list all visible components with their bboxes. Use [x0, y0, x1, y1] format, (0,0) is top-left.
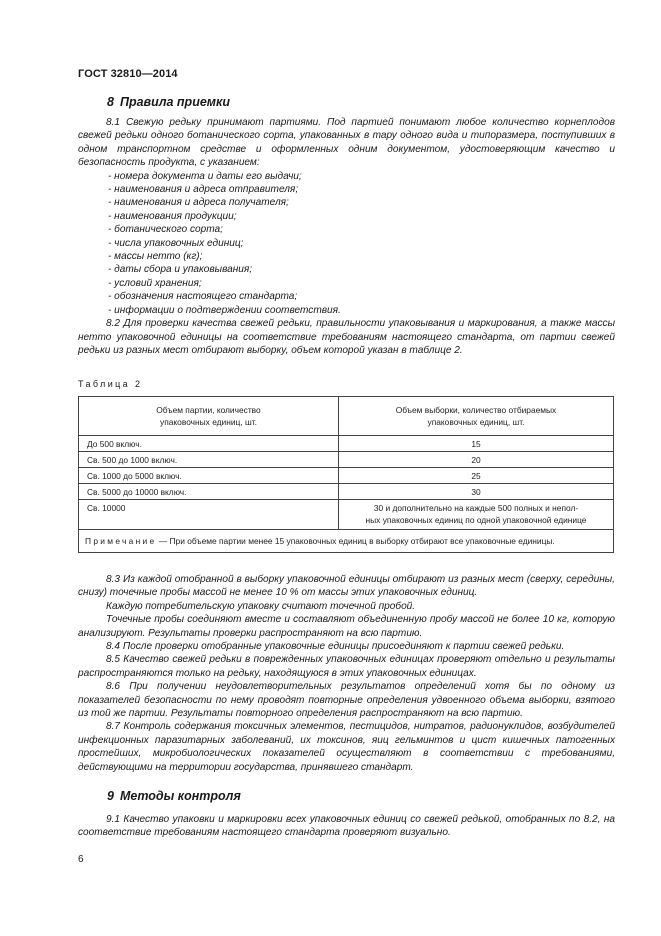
- section-9-title: Методы контроля: [119, 789, 241, 803]
- paragraph-8-5: 8.5 Качество свежей редьки в поврежденных упаковочных единицах проверяют отдельно и результаты распространяются только на редьку, находящуюся в этих упаковочных единицах.: [78, 654, 615, 679]
- paragraph-8-7: 8.7 Контроль содержания токсичных элементов, пестицидов, нитратов, радионуклидов, возбудителей инфекционных паразитарных заболеваний, их токсинов, яиц гельминтов и цист кишечных патогенных простейших, микробиологических показателей осуществляют в соответствии с требованиями, действующими на территории государства, принявшего стандарт.: [78, 721, 615, 773]
- list-item: - наименования и адреса отправителя;: [108, 184, 299, 196]
- table-cell-lot: Св. 5000 до 10000 включ.: [79, 484, 339, 500]
- section-8-number: 8: [107, 95, 114, 109]
- table-header-lot: Объем партии, количество упаковочных единиц, шт.: [79, 397, 339, 436]
- table-cell-lot: Св. 1000 до 5000 включ.: [79, 468, 339, 484]
- paragraph-8-3-c: Точечные пробы соединяют вместе и составляют объединенную пробу массой не более 10 кг, которую анализируют. Результаты проверки распространяют на всю партию.: [78, 614, 615, 639]
- table-cell-lot: Св. 500 до 1000 включ.: [79, 452, 339, 468]
- paragraph-8-6: 8.6 При получении неудовлетворительных результатов определений хотя бы по одному из показателей безопасности по нему проводят повторные определения удвоенного объема выборки, взятого из той же партии. Результаты повторного определения распространяют на всю партию.: [78, 681, 615, 720]
- list-item: - номера документа и даты его выдачи;: [108, 170, 302, 182]
- list-item: - обозначения настоящего стандарта;: [108, 291, 298, 303]
- section-9-number: 9: [107, 789, 114, 803]
- table-note-row: [79, 530, 614, 553]
- list-item: - числа упаковочных единиц;: [108, 237, 244, 249]
- table-row: [79, 484, 614, 500]
- list-item: - массы нетто (кг);: [108, 251, 203, 263]
- table-note: [79, 530, 614, 553]
- table-row: [79, 452, 614, 468]
- section-9-body: [78, 813, 615, 840]
- table-header-sample: Объем выборки, количество отбираемых упаковочных единиц, шт.: [339, 397, 614, 436]
- section-8-body-top: [78, 116, 615, 357]
- page-number: 6: [78, 854, 84, 865]
- paragraph-8-2: 8.2 Для проверки качества свежей редьки, правильности упаковывания и маркирования, а также массы нетто упаковочной единицы на соответствие требованиям настоящего стандарта, от партии свежей редьки из разных мест отбирают выборку, объем которой указан в таблице 2.: [78, 318, 615, 356]
- paragraph-8-4: 8.4 После проверки отобранные упаковочные единицы присоединяют к партии свежей редьки.: [106, 641, 565, 653]
- table-2: [78, 396, 614, 553]
- list-item: - наименования продукции;: [108, 210, 237, 222]
- section-8-title: Правила приемки: [119, 95, 230, 109]
- table-row: [79, 468, 614, 484]
- table-cell-lot: До 500 включ.: [79, 436, 339, 452]
- list-item: - даты сбора и упаковывания;: [108, 264, 253, 276]
- table-row: [79, 500, 614, 530]
- table-cell-lot: Св. 10000: [79, 500, 339, 530]
- table-row: [79, 436, 614, 452]
- section-9-heading: [107, 789, 241, 803]
- table-cell-sample: 30 и дополнительно на каждые 500 полных и непол- ных упаковочных единиц по одной упаковочной единице: [339, 500, 614, 530]
- table-cell-sample: 15: [339, 436, 614, 452]
- section-8-heading: [107, 95, 230, 109]
- table-cell-sample: 20: [339, 452, 614, 468]
- table-note-text: — При объеме партии менее 15 упаковочных единиц в выборку отбирают все упаковочные единицы.: [156, 535, 555, 546]
- paragraph-8-3: 8.3 Из каждой отобранной в выборку упаковочной единицы отбирают из разных мест (сверху, середины, снизу) точечные пробы массой не менее 10 % от массы этих упаковочных единиц.: [78, 574, 615, 599]
- paragraph-9-1: 9.1 Качество упаковки и маркировки всех упаковочных единиц со свежей редькой, отобранных по 8.2, на соответствие требованиям настоящего стандарта проверяют визуально.: [78, 814, 615, 839]
- paragraph-8-3-b: Каждую потребительскую упаковку считают точечной пробой.: [106, 600, 416, 612]
- paragraph-8-1: 8.1 Свежую редьку принимают партиями. Под партией понимают любое количество корнеплодов свежей редьки одного ботанического сорта, упакованных в тару одного вида и типоразмера, поступивших в одном транспортном средстве и оформленных одним документом, удостоверяющим качество и безопасность продукта, с указанием:: [78, 117, 615, 169]
- list-item: - условий хранения;: [108, 277, 202, 289]
- table-header-row: [79, 397, 614, 436]
- table-cell-sample: 25: [339, 468, 614, 484]
- table-2-caption: Таблица 2: [78, 379, 143, 389]
- list-item: - наименования и адреса получателя;: [108, 197, 289, 209]
- table-note-label: Примечание: [85, 535, 157, 546]
- list-item: - ботанического сорта;: [108, 224, 223, 236]
- section-8-body-bottom: [78, 573, 615, 774]
- list-item: - информации о подтверждении соответствия.: [108, 304, 341, 316]
- document-header: ГОСТ 32810—2014: [78, 68, 178, 80]
- table-cell-sample: 30: [339, 484, 614, 500]
